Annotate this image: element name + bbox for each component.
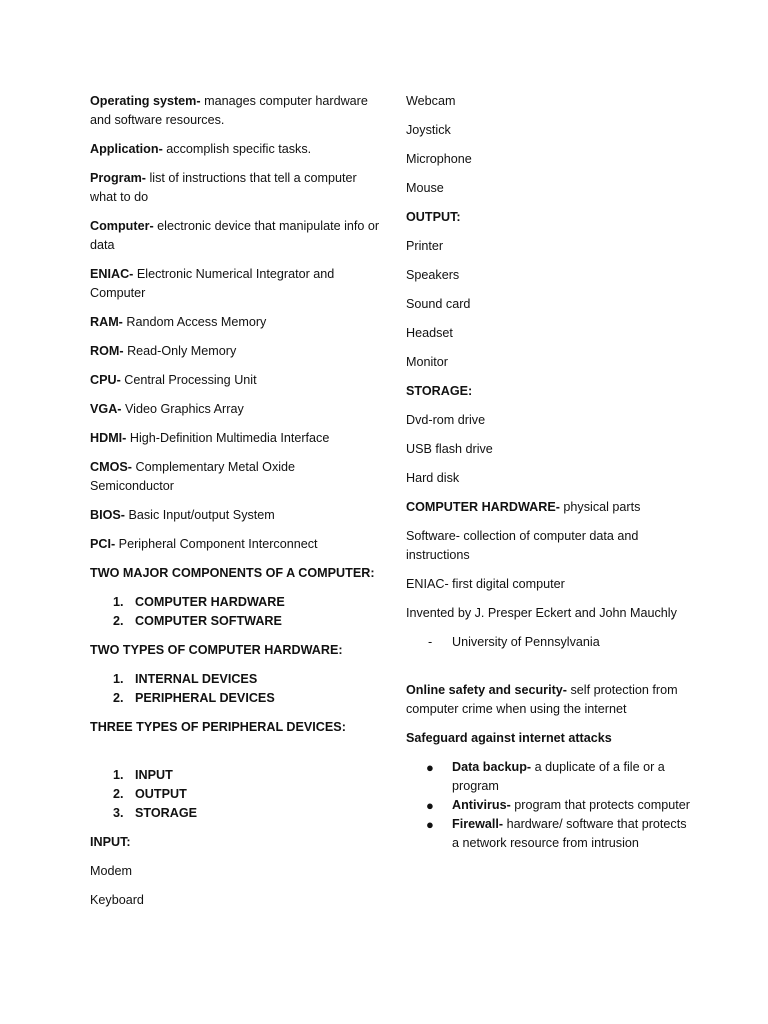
def-desc: Basic Input/output System bbox=[124, 508, 275, 522]
list-item bbox=[90, 804, 380, 823]
def-term: ROM- bbox=[90, 344, 124, 358]
university-list bbox=[406, 633, 691, 652]
def-desc: self protection from computer crime when using the internet bbox=[406, 683, 678, 716]
storage-item: Dvd-rom drive bbox=[406, 413, 486, 427]
def-desc: program that protects computer bbox=[510, 798, 690, 812]
list-text: INPUT bbox=[135, 768, 173, 782]
def-desc: High-Definition Multimedia Interface bbox=[126, 431, 330, 445]
def-term: Program- bbox=[90, 171, 146, 185]
def-term: Antivirus- bbox=[452, 798, 511, 812]
eniac-fact: ENIAC- first digital computer bbox=[406, 577, 565, 591]
input-item: Microphone bbox=[406, 152, 472, 166]
def-computer-hardware bbox=[406, 498, 691, 517]
list-number: 3. bbox=[113, 806, 124, 820]
def-term: COMPUTER HARDWARE- bbox=[406, 500, 560, 514]
def-online-safety bbox=[406, 681, 691, 719]
def-term: HDMI- bbox=[90, 431, 127, 445]
def-rom bbox=[90, 342, 380, 361]
peripheral-types-heading: THREE TYPES OF PERIPHERAL DEVICES: bbox=[90, 720, 346, 734]
list-number: 1. bbox=[113, 768, 124, 782]
major-components-heading: TWO MAJOR COMPONENTS OF A COMPUTER: bbox=[90, 566, 375, 580]
storage-item: USB flash drive bbox=[406, 442, 493, 456]
list-item bbox=[90, 766, 380, 785]
output-item: Printer bbox=[406, 239, 444, 253]
list-text: COMPUTER SOFTWARE bbox=[135, 614, 282, 628]
list-text: COMPUTER HARDWARE bbox=[135, 595, 285, 609]
def-desc: physical parts bbox=[559, 500, 641, 514]
def-desc: electronic device that manipulate info or data bbox=[90, 219, 380, 252]
inventors-fact: Invented by J. Presper Eckert and John Mauchly bbox=[406, 606, 677, 620]
def-desc: Peripheral Component Interconnect bbox=[115, 537, 318, 551]
def-cmos bbox=[90, 458, 380, 496]
list-number: 1. bbox=[113, 595, 124, 609]
hardware-types-list bbox=[90, 670, 380, 708]
blank-line bbox=[406, 662, 691, 681]
def-software: Software- collection of computer data and instructions bbox=[406, 529, 639, 562]
input-item: Modem bbox=[90, 864, 132, 878]
def-program bbox=[90, 169, 380, 207]
list-number: 2. bbox=[113, 787, 124, 801]
output-heading: OUTPUT: bbox=[406, 210, 461, 224]
def-desc: Video Graphics Array bbox=[121, 402, 244, 416]
list-item bbox=[406, 796, 691, 815]
def-term: CMOS- bbox=[90, 460, 132, 474]
def-term: BIOS- bbox=[90, 508, 125, 522]
input-item: Webcam bbox=[406, 94, 456, 108]
bullet-icon: ● bbox=[426, 760, 434, 775]
list-item bbox=[90, 670, 380, 689]
def-vga bbox=[90, 400, 380, 419]
def-term: ENIAC- bbox=[90, 267, 134, 281]
def-term: Data backup- bbox=[452, 760, 532, 774]
def-desc: Complementary Metal Oxide Semiconductor bbox=[90, 460, 296, 493]
def-term: Computer- bbox=[90, 219, 154, 233]
list-item bbox=[406, 815, 691, 853]
def-desc: manages computer hardware and software resources. bbox=[90, 94, 368, 127]
storage-heading: STORAGE: bbox=[406, 384, 473, 398]
input-item: Keyboard bbox=[90, 893, 144, 907]
list-text: University of Pennsylvania bbox=[452, 635, 600, 649]
list-item bbox=[406, 633, 691, 652]
def-term: CPU- bbox=[90, 373, 121, 387]
def-operating-system bbox=[90, 92, 380, 130]
major-components-list bbox=[90, 593, 380, 631]
list-item bbox=[90, 689, 380, 708]
def-desc: hardware/ software that protects a network resource from intrusion bbox=[452, 817, 687, 850]
def-eniac bbox=[90, 265, 380, 303]
def-application bbox=[90, 140, 380, 159]
list-text: STORAGE bbox=[135, 806, 198, 820]
list-number: 2. bbox=[113, 614, 124, 628]
storage-item: Hard disk bbox=[406, 471, 460, 485]
input-item: Joystick bbox=[406, 123, 451, 137]
left-column bbox=[90, 92, 380, 920]
peripheral-types-list bbox=[90, 766, 380, 823]
def-bios bbox=[90, 506, 380, 525]
list-number: 1. bbox=[113, 672, 124, 686]
def-term: RAM- bbox=[90, 315, 123, 329]
list-item bbox=[406, 758, 691, 796]
list-text: PERIPHERAL DEVICES bbox=[135, 691, 275, 705]
def-desc: accomplish specific tasks. bbox=[162, 142, 312, 156]
safeguard-list bbox=[406, 758, 691, 853]
list-item bbox=[90, 612, 380, 631]
def-term: Application- bbox=[90, 142, 163, 156]
output-item: Headset bbox=[406, 326, 453, 340]
input-item: Mouse bbox=[406, 181, 444, 195]
def-computer bbox=[90, 217, 380, 255]
def-term: PCI- bbox=[90, 537, 116, 551]
output-item: Sound card bbox=[406, 297, 471, 311]
blank-line bbox=[90, 747, 380, 766]
right-column bbox=[406, 92, 691, 863]
def-term: Online safety and security- bbox=[406, 683, 567, 697]
def-ram bbox=[90, 313, 380, 332]
def-pci bbox=[90, 535, 380, 554]
def-term: VGA- bbox=[90, 402, 122, 416]
list-text: OUTPUT bbox=[135, 787, 187, 801]
def-cpu bbox=[90, 371, 380, 390]
def-desc: Electronic Numerical Integrator and Computer bbox=[90, 267, 335, 300]
list-item bbox=[90, 593, 380, 612]
def-term: Operating system- bbox=[90, 94, 201, 108]
hardware-types-heading: TWO TYPES OF COMPUTER HARDWARE: bbox=[90, 643, 343, 657]
list-text: INTERNAL DEVICES bbox=[135, 672, 258, 686]
def-desc: Random Access Memory bbox=[122, 315, 267, 329]
def-term: Firewall- bbox=[452, 817, 504, 831]
def-desc: a duplicate of a file or a program bbox=[452, 760, 665, 793]
def-desc: list of instructions that tell a computer what to do bbox=[90, 171, 357, 204]
def-desc: Central Processing Unit bbox=[120, 373, 257, 387]
bullet-icon: ● bbox=[426, 798, 434, 813]
dash-mark: - bbox=[428, 635, 433, 649]
list-item bbox=[90, 785, 380, 804]
safeguard-heading: Safeguard against internet attacks bbox=[406, 731, 612, 745]
def-hdmi bbox=[90, 429, 380, 448]
def-desc: Read-Only Memory bbox=[123, 344, 237, 358]
bullet-icon: ● bbox=[426, 817, 434, 832]
output-item: Speakers bbox=[406, 268, 460, 282]
list-number: 2. bbox=[113, 691, 124, 705]
input-heading: INPUT: bbox=[90, 835, 131, 849]
output-item: Monitor bbox=[406, 355, 448, 369]
